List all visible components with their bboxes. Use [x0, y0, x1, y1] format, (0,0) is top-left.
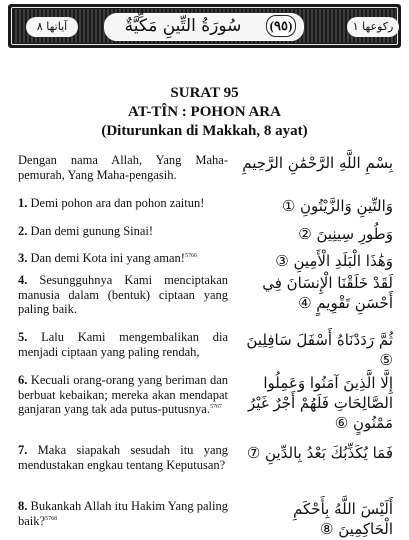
verse-text: Lalu Kami mengembalikan dia menjadi ciptaan yang paling rendah,	[18, 330, 228, 359]
verse-translation	[18, 330, 228, 359]
ruku-count-badge: ركوعها ١	[347, 17, 399, 37]
verse-number: 7.	[18, 443, 28, 457]
surah-number: (٩٥)	[266, 15, 296, 37]
footnote-marker: 5766	[184, 252, 197, 259]
ayat-count-badge: آياتها ٨	[26, 17, 78, 37]
verse-number: 3.	[18, 251, 28, 265]
verse-number: 4.	[18, 273, 28, 287]
verse-number: 6.	[18, 373, 28, 387]
verse-translation	[18, 499, 228, 528]
verse-number: 8.	[18, 499, 28, 513]
footnote-marker: 5767	[209, 403, 222, 410]
verse-number: 5.	[18, 330, 28, 344]
verse-arabic: أَلَيْسَ اللَّهُ بِأَحْكَمِ الْحَاكِمِينَ ⑧	[293, 500, 393, 538]
verse-arabic: وَهَٰذَا الْبَلَدِ الْأَمِينِ ③	[275, 252, 393, 270]
revelation-note: (Diturunkan di Makkah, 8 ayat)	[101, 123, 308, 139]
verse-arabic: إِلَّا الَّذِينَ آمَنُوا وَعَمِلُوا الصَّالِحَاتِ فَلَهُمْ أَجْرٌ غَيْرُ مَمْنُونٍ ⑥	[248, 374, 393, 432]
surah-subtitle: AT-TÎN : POHON ARA	[128, 104, 281, 120]
footnote-marker: 5768	[45, 515, 58, 522]
verse-arabic: لَقَدْ خَلَقْنَا الْإِنسَانَ فِي أَحْسَنِ تَقْوِيمٍ ④	[262, 274, 393, 312]
surah-title: SURAT 95	[170, 85, 239, 101]
verse-text: Dengan nama Allah, Yang Maha-pemurah, Yang Maha-pengasih.	[18, 153, 228, 182]
verse-text: Bukankah Allah itu Hakim Yang paling baik?	[18, 499, 228, 528]
verse-translation	[18, 224, 228, 239]
surah-title-block	[0, 84, 409, 141]
verse-number: 1.	[18, 196, 28, 210]
surah-header-banner	[8, 4, 401, 48]
verse-translation	[18, 273, 228, 317]
verse-arabic: ثُمَّ رَدَدْنَاهُ أَسْفَلَ سَافِلِينَ ⑤	[246, 331, 393, 369]
verse-translation	[18, 153, 228, 182]
verse-arabic: فَمَا يُكَذِّبُكَ بَعْدُ بِالدِّينِ ⑦	[246, 444, 393, 462]
verse-text: Demi pohon ara dan pohon zaitun!	[30, 196, 205, 210]
verse-translation	[18, 196, 228, 211]
verse-translation	[18, 373, 228, 417]
verse-arabic: وَالتِّينِ وَالزَّيْتُونِ ①	[281, 197, 393, 215]
verse-number: 2.	[18, 224, 28, 238]
verse-arabic: وَطُورِ سِينِينَ ②	[298, 225, 393, 243]
verse-text: Kecuali orang-orang yang beriman dan berbuat kebaikan; mereka akan mendapat ganjaran yang tak ada putus-putusnya.	[18, 373, 228, 416]
verse-arabic: بِسْمِ اللَّهِ الرَّحْمَٰنِ الرَّحِيمِ	[242, 154, 393, 172]
verse-text: Dan demi gunung Sinai!	[30, 224, 154, 238]
surah-name-arabic: سُورَةُ التِّينِ مَكِّيَّةٌ	[124, 16, 242, 36]
verse-text: Maka siapakah sesudah itu yang mendustakan engkau tentang Keputusan?	[18, 443, 229, 472]
verse-translation	[18, 443, 228, 472]
verse-translation	[18, 251, 228, 266]
verse-text: Sesungguhnya Kami menciptakan manusia dalam (bentuk) ciptaan yang paling baik.	[18, 273, 229, 316]
verse-text: Dan demi Kota ini yang aman!	[30, 251, 185, 265]
